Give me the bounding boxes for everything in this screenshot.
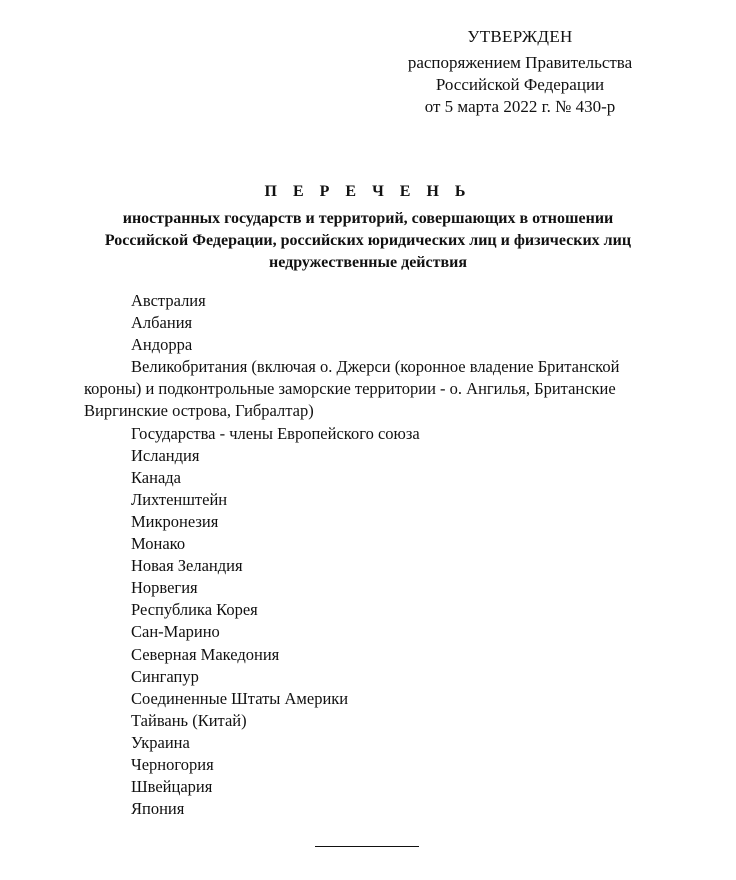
- country-list: [84, 290, 664, 820]
- approval-stamp-block: [390, 26, 650, 118]
- list-item: Австралия: [131, 291, 206, 310]
- list-item: Великобритания (включая о. Джерси (коронное владение Британской короны) и подконтрольные заморские территории - о. Ангилья, Британские Виргинские острова, Гибралтар): [84, 357, 620, 421]
- list-item: Республика Корея: [131, 600, 258, 620]
- list-item: Монако: [131, 534, 186, 554]
- approval-line-2: Российской Федерации: [435, 75, 605, 94]
- list-item: Тайвань (Китай): [131, 710, 247, 730]
- list-item: Норвегия: [131, 578, 198, 598]
- end-divider: [315, 846, 419, 847]
- list-item: Япония: [131, 799, 185, 819]
- list-item: Северная Македония: [131, 644, 280, 664]
- list-item: Андорра: [131, 335, 193, 355]
- list-item: Микронезия: [131, 511, 219, 531]
- approved-label: УТВЕРЖДЕН: [467, 27, 573, 46]
- approval-line-1: распоряжением Правительства: [407, 53, 633, 72]
- list-item: Исландия: [131, 445, 200, 465]
- list-item: Сан-Марино: [131, 622, 220, 642]
- list-item: Соединенные Штаты Америки: [131, 688, 349, 708]
- list-item: Новая Зеландия: [131, 556, 243, 576]
- list-item: Швейцария: [131, 777, 213, 797]
- list-item: Сингапур: [131, 666, 199, 686]
- list-item: Государства - члены Европейского союза: [131, 423, 420, 443]
- document-subtitle: иностранных государств и территорий, совершающих в отношении Российской Федерации, российских юридических лиц и физических лиц недружественные действия: [104, 210, 632, 271]
- list-item: Черногория: [131, 754, 214, 774]
- list-item: Албания: [131, 313, 193, 333]
- list-item: Украина: [131, 732, 190, 752]
- list-item: Канада: [131, 467, 181, 487]
- list-item: Лихтенштейн: [131, 489, 228, 509]
- approval-line-3: от 5 марта 2022 г. № 430-р: [424, 97, 616, 116]
- document-title: П Е Р Е Ч Е Н Ь: [264, 183, 472, 200]
